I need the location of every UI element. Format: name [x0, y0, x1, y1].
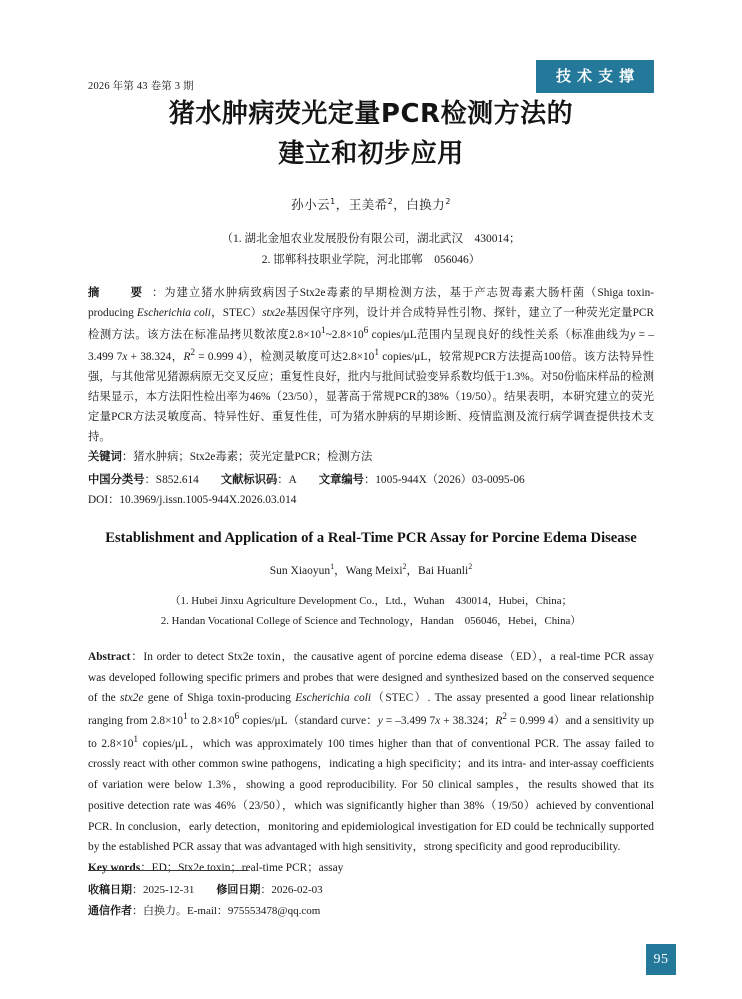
keywords-cn-value: ：猪水肿病；Stx2e毒素；荧光定量PCR；检测方法 — [121, 451, 373, 464]
abstract-en-paragraph: Abstract：In order to detect Stx2e toxin，the causative agent of porcine edema disease（ED），a real-time PCR assay was developed following specific primers and probes that were designed and synthesized based on the conserved sequence of the stx2e gene of Shiga toxin-producing Escherichia coli（STEC）. The assay presented a good linear relationship ranging from $2.8\times 10^1$ to $2.8\times 10^6$ copies/μL（standard curve：y = –3.499 7x + 38.324；$R^2 = 0.999$ 4）and a sensitivity up to $2.8\times 10^1$ copies/μL，which was approximately 100 times higher than that of conventional PCR. The assay failed to crossly react with other common swine pathogens，indicating a high specificity；and its intra- and inter-assay coefficients of variation were below 1.3%，showing a good reproducibility. For 50 clinical samples，the results showed that its positive detection rate was 46%（23/50），which was significantly higher than 38%（19/50）achieved by conventional PCR. In conclusion，early detection，monitoring and epidemiological investigation for ED could be technically supported by the established PCR assay that was advantaged with high sensitivity，strong specificity and good reproducibility. — [88, 650, 654, 854]
affiliations-cn — [0, 213, 742, 272]
running-header — [0, 60, 742, 102]
affiliation-cn-line-2: 2. 邯郸科技职业学院，河北邯郸 056046） — [261, 253, 481, 266]
page-number-badge: 95 — [646, 944, 676, 975]
footnote-divider — [88, 870, 248, 871]
article-number-value: ：1005-944X（2026）03-0095-06 — [363, 473, 525, 486]
title-cn-line-1: 猪水肿病荧光定量PCR检测方法的 — [168, 99, 574, 129]
article-number-label: 文章编号 — [318, 472, 364, 486]
keywords-en-label: Key words — [88, 862, 141, 875]
metadata-cn-line-2 — [88, 490, 654, 510]
corresponding-author-label: 通信作者 — [88, 903, 132, 917]
abstract-en-label: Abstract — [88, 650, 131, 663]
document-code-label: 文献标识码 — [220, 472, 278, 486]
revised-date-value: ：2026-02-03 — [260, 884, 323, 897]
doi-label: DOI — [88, 493, 109, 506]
section-badge: 技术支撑 — [536, 60, 654, 93]
clc-value: ：S852.614 — [144, 473, 199, 486]
abstract-cn-label: 摘 要 — [88, 286, 152, 300]
metadata-cn-line-1 — [88, 470, 654, 490]
doi-value: ：10.3969/j.issn.1005-944X.2026.03.014 — [108, 493, 297, 506]
keywords-en-value: ：ED；Stx2e toxin；real-time PCR；assay — [140, 862, 344, 875]
corresponding-author-value: ：白换力。E-mail：975553478@qq.com — [132, 904, 321, 917]
affiliations-en — [0, 578, 742, 631]
affiliation-en-line-2: 2. Handan Vocational College of Science and Technology，Handan 056046，Hebei，China） — [160, 614, 582, 627]
footnote-dates — [88, 880, 508, 900]
footnote-block — [88, 870, 508, 921]
abstract-cn-paragraph: 摘 要：为建立猪水肿病致病因子Stx2e毒素的早期检测方法，基于产志贺毒素大肠杆菌（Shiga toxin-producing Escherichia coli，STEC）stx2e基因保守序列，设计并合成特异性引物、探针，建立了一种荧光定量PCR检测方法。该方法在标准品拷贝数浓度$2.8\times 10^1\sim 2.8\times 10^6$ copies/μL范围内呈现良好的线性关系（标准曲线为y = –3.499 7x + 38.324，$R^2 = 0.999$ 4），检测灵敏度可达$2.8\times 10^1$ copies/μL，较常规PCR方法提高100倍。该方法特异性强，与其他常见猪源病原无交叉反应；重复性良好，批内与批间试验变异系数均低于1.3%。对50份临床样品的检测结果显示，本方法阳性检出率为46%（23/50），显著高于常规PCR的38%（19/50）。结果表明，本研究建立的荧光定量PCR方法灵敏度高、特异性好、重复性佳，可为猪水肿病的早期诊断、疫情监测及流行病学调查提供技术支持。 — [88, 286, 654, 444]
abstract-cn — [0, 271, 742, 467]
title-cn-line-2: 建立和初步应用 — [278, 139, 464, 170]
document-code-value: ：A — [277, 473, 297, 486]
received-date-label: 收稿日期 — [88, 883, 132, 897]
affiliation-en-line-1: （1. Hubei Jinxu Agriculture Development Co.，Ltd.，Wuhan 430014，Hubei，China； — [169, 595, 573, 608]
clc-label: 中国分类号 — [88, 472, 145, 486]
footnote-corresponding-author — [88, 901, 508, 921]
revised-date-label: 修回日期 — [216, 883, 261, 897]
received-date-value: ：2025-12-31 — [132, 884, 195, 897]
affiliation-cn-line-1: （1. 湖北金旭农业发展股份有限公司，湖北武汉 430014； — [221, 232, 521, 245]
keywords-cn-paragraph — [88, 447, 654, 467]
issue-info: 2026 年第 43 卷第 3 期 — [88, 81, 194, 92]
keywords-cn-label: 关键词 — [88, 450, 122, 464]
page-title-en: Establishment and Application of a Real-Time PCR Assay for Porcine Edema Disease — [105, 529, 637, 546]
abstract-en — [0, 631, 742, 879]
metadata-cn — [0, 468, 742, 510]
authors-en: Sun Xiaoyun$^1$，Wang Meixi$^2$，Bai Huanli$^2$ — [269, 562, 473, 578]
authors-cn: 孙小云$^1$，王美希$^2$，白换力$^2$ — [291, 196, 451, 212]
